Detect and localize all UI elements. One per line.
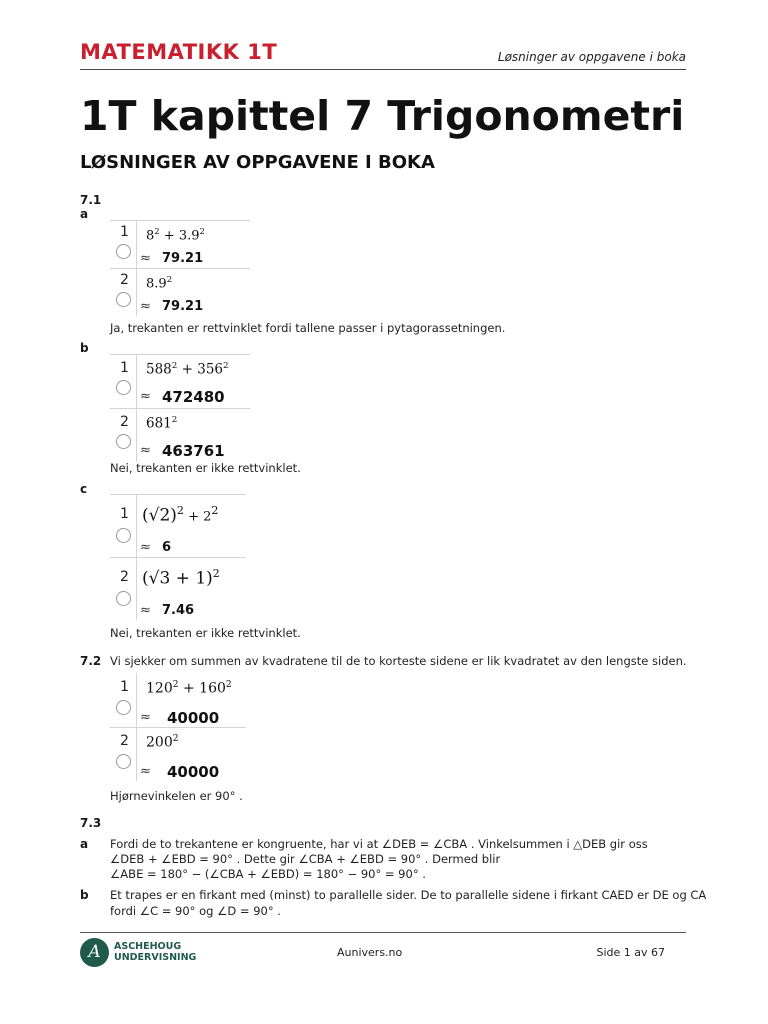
- cas-row: [110, 557, 246, 620]
- answer-text: Nei, trekanten er ikke rettvinklet.: [110, 461, 301, 475]
- cas-input[interactable]: $8^2 + 3.9^2$: [146, 226, 205, 244]
- exercise-label: 7.2: [80, 654, 102, 668]
- cas-result: 79.21: [162, 299, 204, 314]
- proof-line: Fordi de to trekantene er kongruente, har vi at ∠DEB = ∠CBA . Vinkelsummen i △DEB gir oss: [110, 837, 648, 851]
- proof-line: ∠ABE = 180° − (∠CBA + ∠EBD) = 180° − 90° = 90° .: [110, 867, 426, 881]
- approx-symbol: ≈: [140, 251, 151, 266]
- cas-input[interactable]: $(√2)^2 + 2^2$: [142, 504, 219, 526]
- cas-input[interactable]: $8.9^2$: [146, 274, 173, 292]
- cas-row: [110, 354, 250, 408]
- header-note: Løsninger av oppgavene i boka: [497, 50, 686, 64]
- approx-symbol: ≈: [140, 540, 151, 555]
- cas-row: [110, 727, 246, 781]
- page-subtitle: LØSNINGER AV OPPGAVENE I BOKA: [80, 152, 435, 173]
- publisher-name: ASCHEHOUG UNDERVISNING: [114, 941, 197, 963]
- brand-logo: MATEMATIKK 1T: [80, 40, 278, 64]
- subtask-label: a: [80, 837, 89, 851]
- publisher-logo-icon: A: [80, 938, 109, 967]
- page-title: 1T kapittel 7 Trigonometri: [80, 92, 685, 140]
- radio-circle[interactable]: [116, 528, 131, 543]
- cas-input[interactable]: $120^2 + 160^2$: [146, 680, 232, 697]
- answer-text: Ja, trekanten er rettvinklet fordi tallene passer i pytagorassetningen.: [110, 321, 506, 335]
- footer-site-link[interactable]: Aunivers.no: [337, 946, 403, 959]
- approx-symbol: ≈: [140, 299, 151, 314]
- cas-input[interactable]: $(√3 + 1)^2$: [142, 567, 220, 589]
- approx-symbol: ≈: [140, 603, 151, 618]
- cas-row: [110, 494, 246, 557]
- page-number: Side 1 av 67: [596, 946, 665, 959]
- approx-symbol: ≈: [140, 389, 151, 404]
- cas-row: [110, 673, 246, 727]
- cas-input[interactable]: $588^2 + 356^2$: [146, 361, 229, 378]
- answer-text: Nei, trekanten er ikke rettvinklet.: [110, 626, 301, 640]
- cas-result: 472480: [162, 388, 225, 406]
- approx-symbol: ≈: [140, 764, 151, 779]
- radio-circle[interactable]: [116, 434, 131, 449]
- radio-circle[interactable]: [116, 754, 131, 769]
- radio-circle[interactable]: [116, 380, 131, 395]
- subtask-label: b: [80, 341, 89, 355]
- radio-circle[interactable]: [116, 244, 131, 259]
- cas-result: 40000: [167, 763, 220, 781]
- cas-result: 40000: [167, 709, 220, 727]
- cas-result: 79.21: [162, 251, 204, 266]
- cas-row: [110, 408, 250, 462]
- exercise-label: 7.1: [80, 193, 102, 207]
- cas-input[interactable]: $200^2$: [146, 734, 179, 751]
- row-number: 2: [120, 272, 129, 288]
- answer-text: Hjørnevinkelen er 90° .: [110, 789, 243, 803]
- cas-block: [110, 673, 246, 781]
- subtask-label: c: [80, 482, 88, 496]
- proof-line: ∠DEB + ∠EBD = 90° . Dette gir ∠CBA + ∠EBD = 90° . Dermed blir: [110, 852, 501, 866]
- row-number: 1: [120, 506, 129, 522]
- row-number: 2: [120, 414, 129, 430]
- radio-circle[interactable]: [116, 700, 131, 715]
- row-number: 1: [120, 679, 129, 695]
- footer-rule: [80, 932, 686, 933]
- row-number: 2: [120, 733, 129, 749]
- exercise-label: 7.3: [80, 816, 102, 830]
- cas-result: 6: [162, 540, 172, 555]
- header-rule: [80, 69, 686, 70]
- cas-row: [110, 220, 250, 268]
- cas-result: 463761: [162, 442, 225, 460]
- cas-row: [110, 268, 250, 316]
- row-number: 2: [120, 569, 129, 585]
- subtask-label: a: [80, 207, 89, 221]
- cas-block: [110, 354, 250, 462]
- cas-block: [110, 220, 250, 316]
- subtask-label: b: [80, 888, 89, 902]
- approx-symbol: ≈: [140, 443, 151, 458]
- proof-line: Et trapes er en firkant med (minst) to parallelle sider. De to parallelle sidene i firkant CAED er DE og CA: [110, 888, 707, 902]
- cas-block: [110, 494, 246, 620]
- row-number: 1: [120, 360, 129, 376]
- row-number: 1: [120, 224, 129, 240]
- exercise-intro: Vi sjekker om summen av kvadratene til de to korteste sidene er lik kvadratet av den lengste siden.: [110, 654, 687, 668]
- radio-circle[interactable]: [116, 591, 131, 606]
- approx-symbol: ≈: [140, 710, 151, 725]
- proof-line: fordi ∠C = 90° og ∠D = 90° .: [110, 904, 281, 918]
- cas-input[interactable]: $681^2$: [146, 415, 178, 432]
- radio-circle[interactable]: [116, 292, 131, 307]
- cas-result: 7.46: [162, 603, 195, 618]
